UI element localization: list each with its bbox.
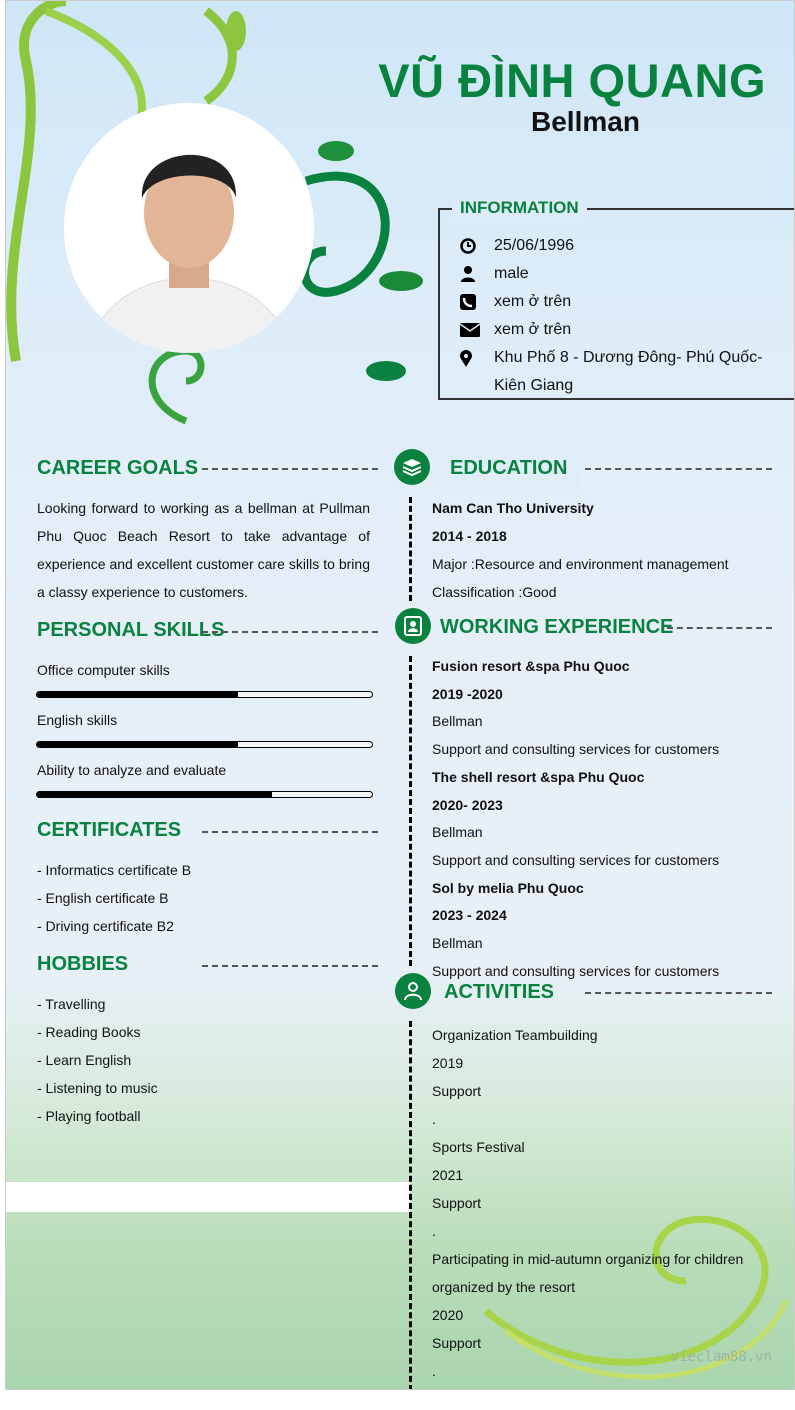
- job-description: Support and consulting services for customers: [432, 851, 720, 868]
- education-period: 2014 - 2018: [432, 528, 507, 544]
- user-icon: [460, 260, 494, 282]
- candidate-name: VŨ ĐÌNH QUANG: [378, 54, 766, 107]
- education-classification: Classification :Good: [432, 584, 557, 600]
- profile-photo: [64, 103, 314, 353]
- education-major: Major :Resource and environment management: [432, 556, 729, 572]
- activity-item: [432, 1021, 762, 1133]
- skill-label: Office computer skills: [37, 662, 170, 678]
- activity-name: Organization Teambuilding: [432, 1027, 598, 1043]
- skill-label: Ability to analyze and evaluate: [37, 762, 227, 778]
- job-title: Bellman: [531, 106, 640, 137]
- position: Bellman: [432, 713, 483, 730]
- clock-icon: [460, 232, 494, 254]
- company-name: Fusion resort &spa Phu Quoc: [432, 658, 630, 674]
- company-name: Sol by melia Phu Quoc: [432, 879, 584, 896]
- certificates-title: CERTIFICATES: [37, 819, 182, 841]
- education-title: EDUCATION: [438, 447, 579, 490]
- work-period: 2020- 2023: [432, 796, 503, 813]
- hobby-item: - Travelling: [37, 996, 106, 1012]
- position: Bellman: [432, 824, 483, 841]
- activity-year: 2020: [432, 1307, 464, 1323]
- divider: [585, 468, 772, 470]
- school-name: Nam Can Tho University: [432, 500, 594, 516]
- activity-note: .: [432, 1363, 436, 1379]
- certificate-item: - Informatics certificate B: [37, 862, 192, 878]
- activity-name: Sports Festival: [432, 1139, 525, 1155]
- divider: [202, 468, 378, 470]
- information-title: INFORMATION: [452, 198, 587, 218]
- personal-skills-title: PERSONAL SKILLS: [37, 619, 225, 641]
- divider: [202, 631, 378, 633]
- activity-item: [432, 1133, 762, 1245]
- info-dob: 25/06/1996: [460, 232, 574, 260]
- career-goals-text: Looking forward to working as a bellman at Pullman Phu Quoc Beach Resort to take advantage of experience and excellent customer care skills to bring a classy experience to customers.: [37, 500, 370, 600]
- hobbies-list: [37, 990, 158, 1130]
- position: Bellman: [432, 935, 483, 952]
- hobby-item: - Reading Books: [37, 1024, 141, 1040]
- hobbies-title: HOBBIES: [37, 953, 129, 975]
- job-description: Support and consulting services for customers: [432, 962, 720, 979]
- info-address: Khu Phố 8 - Dương Đông- Phú Quốc-Kiên Giang: [460, 344, 770, 400]
- skill-label: English skills: [37, 712, 118, 728]
- skill-level-bar: [36, 791, 373, 798]
- divider: [585, 992, 772, 994]
- skill-level-fill: [37, 792, 272, 797]
- activity-role: Support: [432, 1083, 482, 1099]
- divider: [202, 831, 378, 833]
- education-entry: [432, 494, 729, 606]
- experience-item: [432, 764, 719, 875]
- timeline-line: [409, 1021, 412, 1390]
- education-icon: [394, 449, 430, 485]
- activity-name: Participating in mid-autumn organizing for children organized by the resort: [432, 1251, 744, 1295]
- job-description: Support and consulting services for customers: [432, 741, 720, 758]
- experience-title: WORKING EXPERIENCE: [440, 616, 674, 638]
- divider: [667, 627, 772, 629]
- work-period: 2019 -2020: [432, 685, 503, 702]
- contact-card-icon: [395, 608, 431, 644]
- white-band: [6, 1182, 410, 1212]
- activity-note: .: [432, 1111, 436, 1127]
- certificates-list: [37, 856, 191, 940]
- timeline-line: [409, 497, 412, 601]
- watermark: vieclam88.vn: [670, 1349, 772, 1365]
- activity-year: 2019: [432, 1055, 464, 1071]
- info-phone: xem ở trên: [460, 288, 571, 316]
- activities-list: [432, 1021, 762, 1385]
- activities-title: ACTIVITIES: [444, 981, 555, 1003]
- activity-role: Support: [432, 1335, 482, 1351]
- work-period: 2023 - 2024: [432, 907, 507, 924]
- info-email: xem ở trên: [460, 316, 571, 344]
- certificate-item: - Driving certificate B2: [37, 918, 174, 934]
- activity-role: Support: [432, 1195, 482, 1211]
- phone-icon: [460, 288, 494, 310]
- activity-year: 2021: [432, 1167, 464, 1183]
- cv-page: [5, 0, 795, 1390]
- company-name: The shell resort &spa Phu Quoc: [432, 768, 645, 785]
- activity-note: .: [432, 1223, 436, 1239]
- hobby-item: - Listening to music: [37, 1080, 158, 1096]
- divider: [202, 965, 378, 967]
- skill-level-fill: [37, 742, 238, 747]
- hobby-item: - Learn English: [37, 1052, 132, 1068]
- experience-item: [432, 875, 719, 986]
- hobby-item: - Playing football: [37, 1108, 141, 1124]
- certificate-item: - English certificate B: [37, 890, 169, 906]
- skill-level-bar: [36, 691, 373, 698]
- timeline-line: [409, 656, 412, 966]
- map-marker-icon: [460, 344, 494, 367]
- skill-level-fill: [37, 692, 238, 697]
- skill-level-bar: [36, 741, 373, 748]
- experience-item: [432, 653, 719, 764]
- envelope-icon: [460, 316, 494, 337]
- experience-list: [432, 653, 719, 985]
- career-goals-title: CAREER GOALS: [37, 457, 199, 479]
- info-gender: male: [460, 260, 529, 288]
- information-box: [438, 208, 795, 400]
- users-icon: [395, 973, 431, 1009]
